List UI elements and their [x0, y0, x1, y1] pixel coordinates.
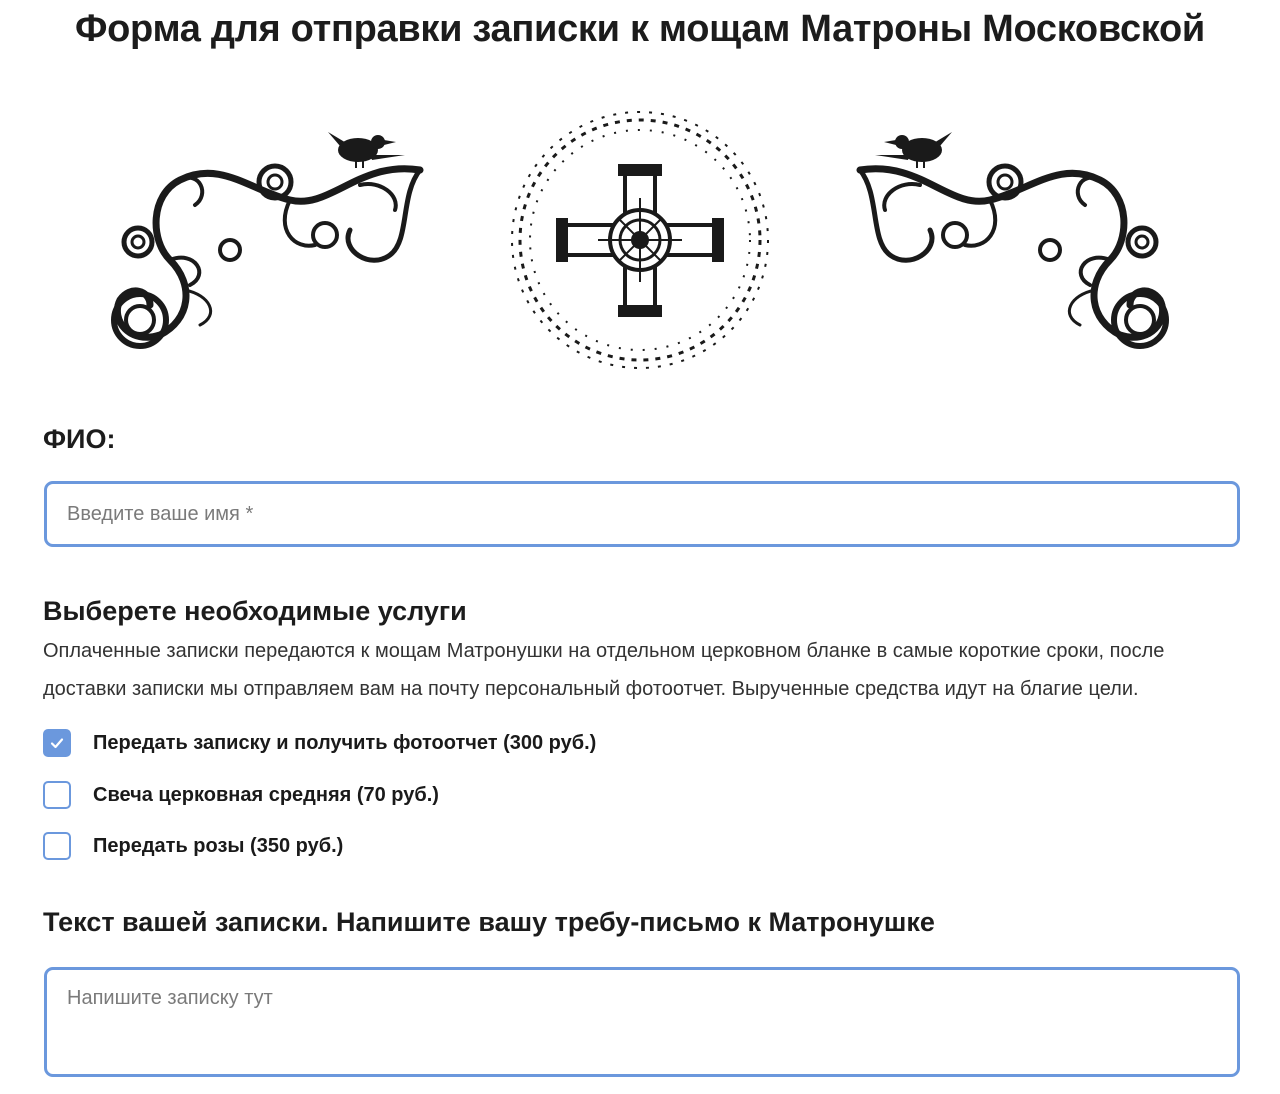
option-label: Свеча церковная средняя (70 руб.) [93, 783, 439, 806]
note-title: Текст вашей записки. Напишите вашу требу-письмо к Матронушке [43, 907, 935, 937]
option-label: Передать записку и получить фотоотчет (300 руб.) [93, 731, 597, 754]
decorative-ornament [100, 100, 1180, 385]
checkmark-icon [49, 735, 65, 751]
bird-swirl-ornament-icon [860, 166, 1166, 346]
bird-icon [328, 132, 405, 168]
bird-swirl-ornament-icon [114, 166, 420, 346]
checkbox-roses[interactable] [43, 832, 71, 860]
option-label: Передать розы (350 руб.) [93, 834, 344, 857]
note-textarea[interactable] [44, 967, 1240, 1077]
checkbox-note-photo[interactable] [43, 729, 71, 757]
service-option-roses[interactable] [43, 831, 343, 861]
service-option-note-photo[interactable] [43, 728, 596, 758]
service-option-candle[interactable] [43, 780, 439, 810]
bird-icon [875, 132, 952, 168]
checkbox-candle[interactable] [43, 781, 71, 809]
orthodox-cross-wreath-icon [512, 112, 768, 368]
services-title: Выберете необходимые услуги [43, 596, 467, 626]
services-description: Оплаченные записки передаются к мощам Матронушки на отдельном церковном бланке в самые короткие сроки, после доставки записки мы отправляем вам на почту персональный фотоотчет. Вырученные средства идут на благие цели. [43, 640, 1165, 700]
name-label: ФИО: [43, 424, 116, 454]
page-title: Форма для отправки записки к мощам Матроны Московской [75, 8, 1205, 50]
name-input[interactable] [44, 481, 1240, 547]
